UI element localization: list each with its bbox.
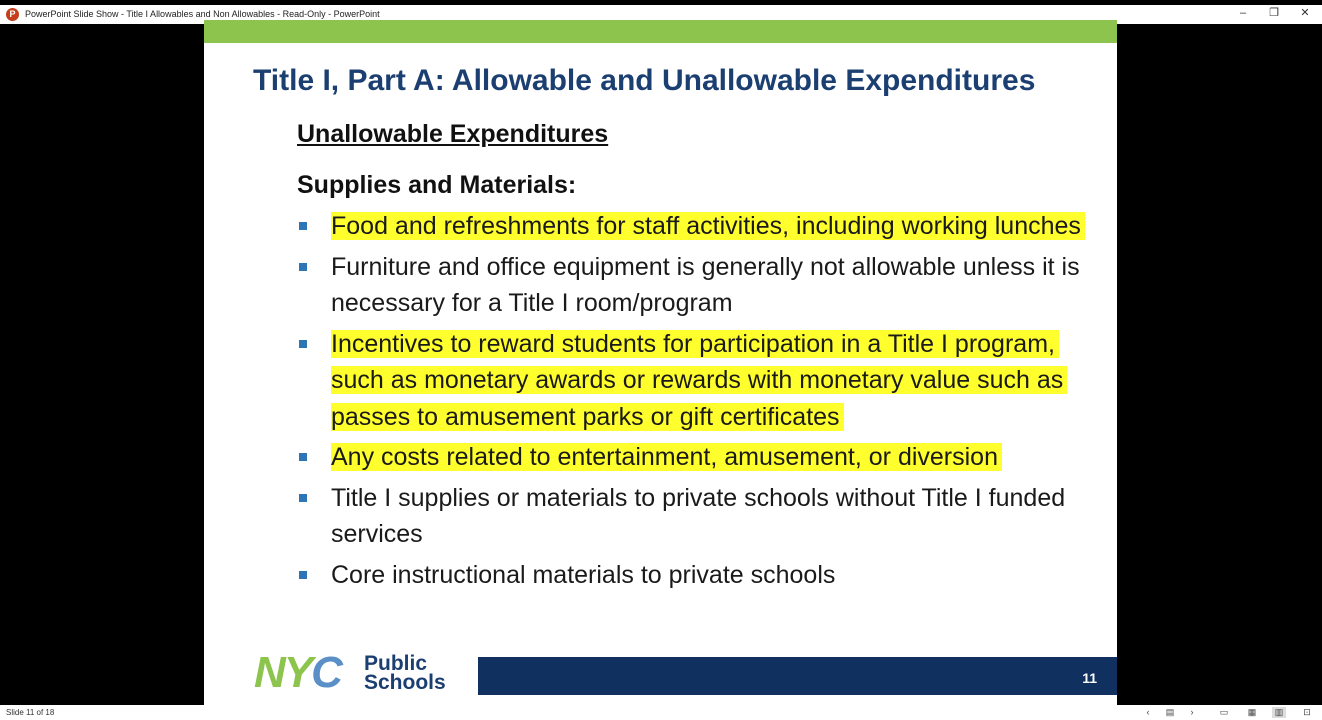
- reading-view-icon[interactable]: ▥: [1272, 707, 1286, 718]
- powerpoint-app-icon: P: [6, 8, 19, 21]
- normal-view-icon[interactable]: ▭: [1219, 707, 1229, 717]
- nyc-logo-mark: NYC: [254, 648, 341, 697]
- slide-sorter-icon[interactable]: ▦: [1247, 707, 1257, 717]
- bullet-list: [297, 208, 1097, 597]
- slide-subheading: Unallowable Expenditures: [297, 120, 609, 148]
- slide-canvas: [204, 20, 1117, 705]
- slide-top-accent-bar: [204, 20, 1117, 43]
- logo-wordmark: [364, 654, 446, 692]
- square-bullet-icon: [299, 453, 307, 461]
- restore-icon[interactable]: ❐: [1269, 7, 1279, 19]
- bullet-text: Food and refreshments for staff activities, including working lunches: [331, 212, 1085, 240]
- slide-page-number: 11: [1082, 670, 1097, 686]
- bullet-text: Title I supplies or materials to private schools without Title I funded services: [331, 483, 1066, 548]
- bullet-item: [297, 480, 1097, 553]
- footer-bar: [478, 657, 1117, 695]
- bullet-item: [297, 208, 1097, 245]
- close-icon[interactable]: ✕: [1300, 7, 1310, 19]
- square-bullet-icon: [299, 571, 307, 579]
- section-heading: Supplies and Materials:: [297, 171, 577, 199]
- next-slide-icon[interactable]: ›: [1190, 707, 1194, 717]
- slide-menu-icon[interactable]: ▤: [1165, 707, 1175, 717]
- bullet-item: [297, 557, 1097, 594]
- square-bullet-icon: [299, 263, 307, 271]
- nyc-public-schools-logo: [254, 648, 504, 697]
- bullet-item: [297, 439, 1097, 476]
- window-title: PowerPoint Slide Show - Title I Allowables and Non Allowables - Read-Only - PowerPoint: [25, 9, 380, 19]
- bullet-text: Any costs related to entertainment, amusement, or diversion: [331, 443, 1002, 471]
- logo-line-public: Public: [364, 652, 428, 675]
- square-bullet-icon: [299, 340, 307, 348]
- bullet-item: [297, 249, 1097, 322]
- bullet-text: Core instructional materials to private schools: [331, 560, 836, 589]
- square-bullet-icon: [299, 222, 307, 230]
- bullet-item: [297, 326, 1097, 436]
- bullet-text: Incentives to reward students for participation in a Title I program, such as monetary awards or rewards with monetary value such as passes to amusement parks or gift certificates: [331, 330, 1067, 431]
- minimize-icon[interactable]: –: [1239, 7, 1247, 19]
- slideshow-view-icon[interactable]: ⊡: [1303, 707, 1311, 717]
- bullet-text: Furniture and office equipment is generally not allowable unless it is necessary for a Title I room/program: [331, 252, 1080, 317]
- previous-slide-icon[interactable]: ‹: [1146, 707, 1150, 717]
- square-bullet-icon: [299, 494, 307, 502]
- slide-title: Title I, Part A: Allowable and Unallowable Expenditures: [253, 64, 1036, 97]
- logo-line-schools: Schools: [364, 671, 446, 694]
- status-bar: [0, 705, 1322, 720]
- slide-counter: Slide 11 of 18: [6, 708, 55, 717]
